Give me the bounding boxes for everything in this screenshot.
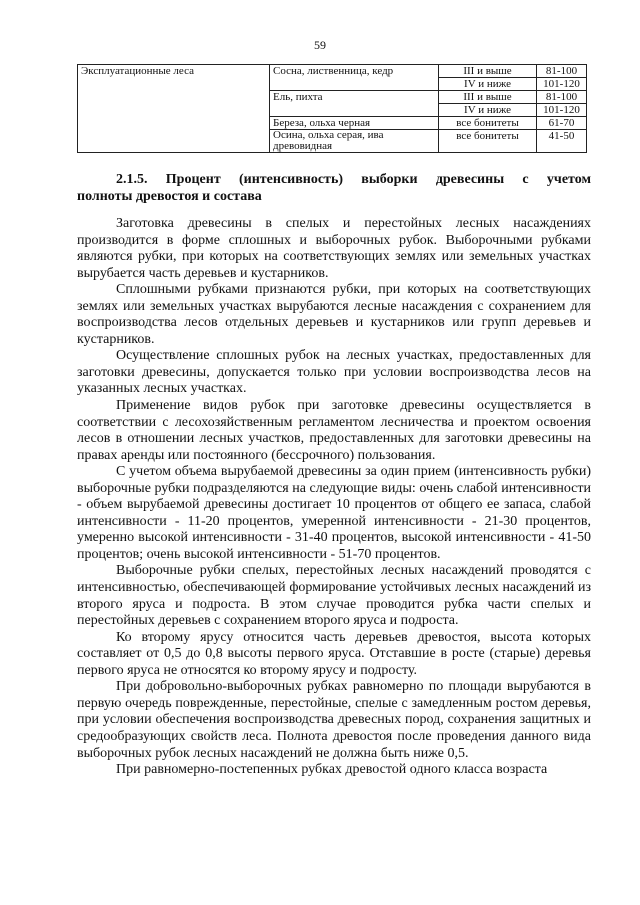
table-cell-age: 61-70 xyxy=(537,117,587,130)
table-cell-species: Береза, ольха черная xyxy=(270,117,439,130)
paragraph: Заготовка древесины в спелых и перестойных лесных насаждениях производится в форме сплошных и выборочных рубок. Выборочными рубками являются рубки, при которых на соответствующих землях или земельных участках вырубается часть деревьев и кустарников. xyxy=(77,216,591,281)
paragraph: Применение видов рубок при заготовке древесины осуществляется в соответствии с лесохозяйственным регламентом лесничества и проектом освоения лесов в отношении лесных участков, предоставленных для заготовки древесины на правах аренды или постоянного (бессрочного) пользования. xyxy=(77,398,591,463)
table-cell-bonitet: все бонитеты xyxy=(439,130,537,153)
cutting-age-table xyxy=(77,64,587,153)
table-cell-age: 41-50 xyxy=(537,130,587,153)
paragraph: Сплошными рубками признаются рубки, при которых на соответствующих землях или земельных участках вырубаются лесные насаждения с сохранением для воспроизводства лесов отдельных деревьев и кустарников или групп деревьев и кустарников. xyxy=(77,282,591,347)
table-cell-bonitet: III и выше xyxy=(439,65,537,78)
paragraph: Осуществление сплошных рубок на лесных участках, предоставленных для заготовки древесины, допускается только при условии воспроизводства лесов на указанных лесных участках. xyxy=(77,348,591,397)
table-cell-species: Осина, ольха серая, ива древовидная xyxy=(270,130,439,153)
section-heading-line2: полноты древостоя и состава xyxy=(77,189,262,204)
table-cell-bonitet: IV и ниже xyxy=(439,104,537,117)
paragraph: С учетом объема вырубаемой древесины за один прием (интенсивность рубки) выборочные рубки подразделяются на следующие виды: очень слабой интенсивности - объем вырубаемой древесины достигает 10 процентов от общего ее запаса, слабой интенсивности - 11-20 процентов, умеренной интенсивности - 21-30 процентов, умеренно высокой интенсивности - 31-40 процентов, высокой интенсивности - 41-50 процентов; очень высокой интенсивности - 51-70 процентов. xyxy=(77,464,591,562)
table-cell-bonitet: IV и ниже xyxy=(439,78,537,91)
table-cell-species: Сосна, лиственница, кедр xyxy=(270,65,439,91)
table-row xyxy=(78,65,587,78)
table-cell-age: 101-120 xyxy=(537,78,587,91)
body-text xyxy=(77,216,591,779)
page-number: 59 xyxy=(314,38,326,52)
table-cell-bonitet: все бонитеты xyxy=(439,117,537,130)
paragraph: Ко второму ярусу относится часть деревьев древостоя, высота которых составляет от 0,5 до 0,8 высоты первого яруса. Отставшие в росте (старые) деревья первого яруса не относятся ко второму ярусу и подросту. xyxy=(77,629,591,678)
paragraph: При равномерно-постепенных рубках древостой одного класса возраста xyxy=(116,762,548,778)
table-cell-age: 81-100 xyxy=(537,91,587,104)
section-heading xyxy=(77,171,591,205)
table-cell-age: 101-120 xyxy=(537,104,587,117)
section-heading-line1: 2.1.5. Процент (интенсивность) выборки древесины с учетом xyxy=(116,172,591,187)
paragraph: При добровольно-выборочных рубках равномерно по площади вырубаются в первую очередь поврежденные, перестойные, спелые с замедленным ростом деревья, при условии обеспечения воспроизводства древесных пород, сохранения защитных и средообразующих свойств леса. Полнота древостоя после проведения данного вида выборочных рубок лесных насаждений не должна быть ниже 0,5. xyxy=(77,679,591,761)
table-cell-age: 81-100 xyxy=(537,65,587,78)
table-cell-bonitet: III и выше xyxy=(439,91,537,104)
table-cell-species: Ель, пихта xyxy=(270,91,439,117)
paragraph: Выборочные рубки спелых, перестойных лесных насаждений проводятся с интенсивностью, обеспечивающей формирование устойчивых лесных насаждений из второго яруса и подроста. В этом случае проводится рубка части спелых и перестойных деревьев с сохранением второго яруса и подроста. xyxy=(77,563,591,629)
table-cell-category: Эксплуатационные леса xyxy=(78,65,270,153)
